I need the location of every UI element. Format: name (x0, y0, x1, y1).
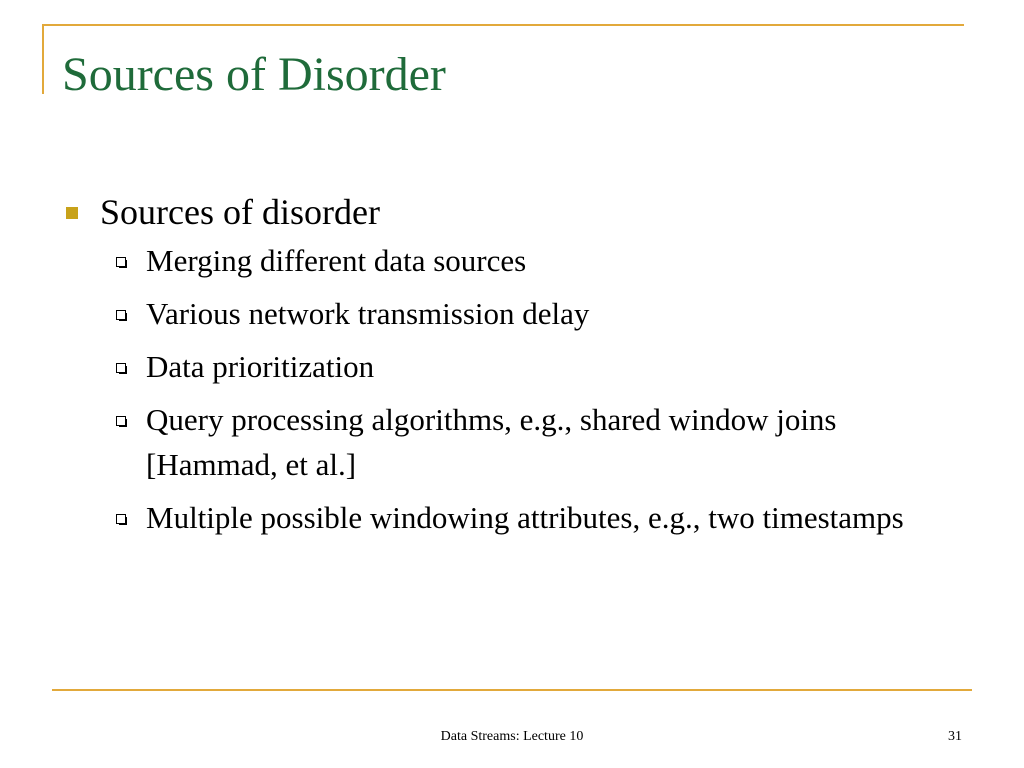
hollow-square-bullet-icon (116, 310, 126, 320)
hollow-square-bullet-icon (116, 514, 126, 524)
bullet-level2-merging (62, 238, 942, 283)
bullet-level2-text: Data prioritization (146, 349, 375, 384)
bullet-level2-prioritization (62, 344, 942, 389)
hollow-square-bullet-icon (116, 416, 126, 426)
bullet-level2-text: Multiple possible windowing attributes, e.g., two timestamps (146, 500, 904, 535)
slide-content (62, 188, 942, 548)
square-bullet-icon (66, 207, 78, 219)
bullet-level2-text: Various network transmission delay (146, 296, 590, 331)
bullet-level2-text: Query processing algorithms, e.g., shared window joins [Hammad, et al.] (146, 402, 837, 482)
title-frame-left-rule (42, 24, 44, 94)
slide-title: Sources of Disorder (62, 48, 446, 101)
hollow-square-bullet-icon (116, 257, 126, 267)
footer-divider (52, 689, 972, 691)
bullet-level2-text: Merging different data sources (146, 243, 527, 278)
bullet-level2-windowing-attributes (62, 495, 942, 540)
bullet-level2-query-processing (62, 397, 942, 487)
hollow-square-bullet-icon (116, 363, 126, 373)
bullet-level2-network-delay (62, 291, 942, 336)
title-frame-top-rule (42, 24, 964, 26)
page-number: 31 (948, 729, 962, 744)
bullet-level1 (62, 188, 942, 236)
footer-caption: Data Streams: Lecture 10 (440, 729, 584, 744)
bullet-level1-text: Sources of disorder (100, 192, 380, 232)
